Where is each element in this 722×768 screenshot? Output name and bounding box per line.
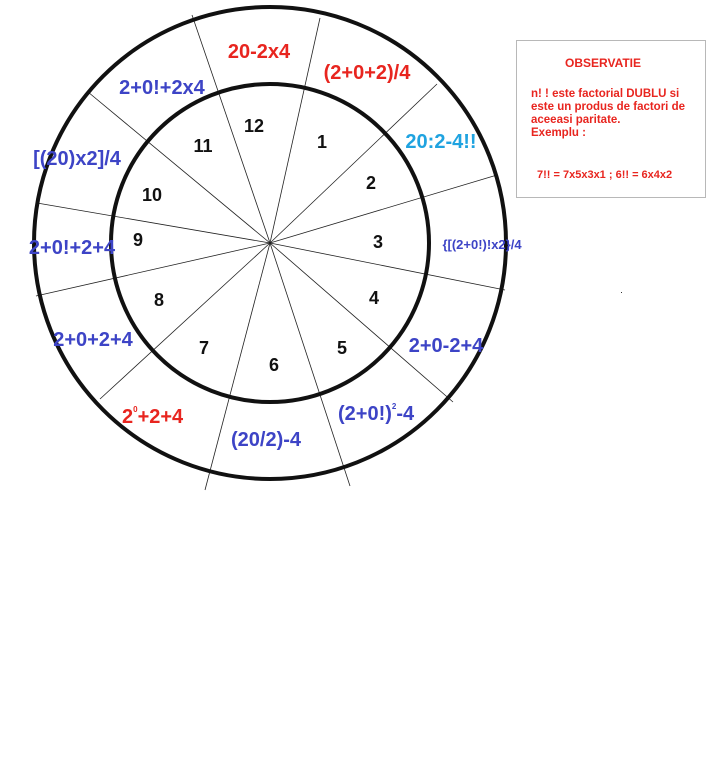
number-label-4: 4 [368,288,380,308]
number-label-5: 5 [336,338,348,358]
expression-label-6 [231,429,302,451]
expression-label-3 [442,237,522,252]
number-label-9: 9 [132,230,144,250]
number-label-12: 12 [243,116,265,136]
expression-main: (2+0!) [338,403,392,425]
expression-main: [(20)x2]/4 [33,148,121,170]
expression-label-1 [324,62,412,84]
number-label-10: 10 [141,185,163,205]
number-label-8: 8 [153,290,165,310]
expression-label-7 [122,405,184,428]
sector-divider-4 [270,175,497,243]
expression-main: 2 [122,406,134,428]
number-label-6: 6 [268,355,280,375]
expression-main: 2+0+2+4 [53,329,133,351]
expression-main: (2+0+2)/4 [323,62,411,84]
observation-example: 7!! = 7x5x3x1 ; 6!! = 6x4x2 [537,169,673,181]
expression-superscript: 0 [133,405,138,414]
expression-label-9 [29,237,116,259]
expression-tail: +2+4 [137,406,184,428]
number-label-3: 3 [372,232,384,252]
observation-box [516,40,706,198]
expression-main: {[(2+0!)!x2}/4 [442,237,522,252]
expression-main: 20:2-4!! [405,131,477,153]
expression-label-5 [338,402,415,425]
expression-main: (20/2)-4 [230,429,302,451]
expression-superscript: 2 [391,402,397,411]
sector-divider-8 [205,243,270,490]
number-label-2: 2 [365,173,377,193]
expression-label-2 [405,131,476,153]
expression-main: 2+0!+2+4 [28,237,116,259]
expression-label-10 [33,148,122,170]
observation-title: OBSERVATIE [565,56,642,70]
number-label-1: 1 [316,132,328,152]
stray-dot [621,292,622,293]
number-label-7: 7 [198,338,210,358]
expression-label-8 [53,329,133,351]
expression-label-11 [119,77,206,99]
expression-tail: -4 [396,403,415,425]
expression-main: 20-2x4 [227,41,291,63]
expression-labels [29,41,522,451]
expression-main: 2+0!+2x4 [119,77,205,99]
observation-text: n! ! este factorial DUBLU si este un produs de factori de aceeasi paritate. Exemplu : [531,88,685,139]
expression-label-4 [409,335,484,357]
expression-label-12 [228,41,291,63]
expression-main: 2+0-2+4 [408,335,484,357]
number-label-11: 11 [193,136,213,156]
